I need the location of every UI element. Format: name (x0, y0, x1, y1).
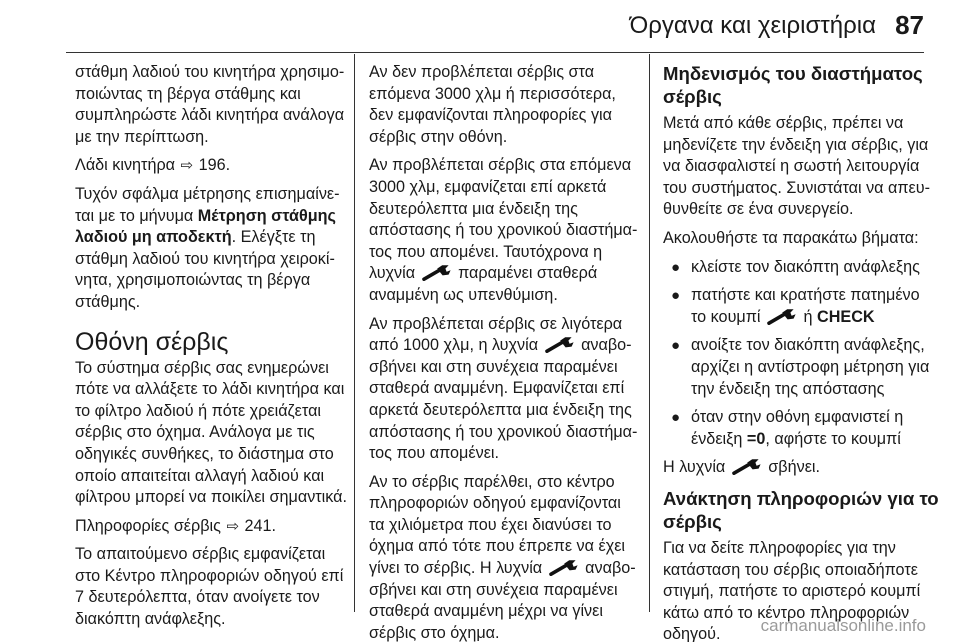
bullet-icon: ● (671, 409, 681, 427)
list-item: ● ανοίξτε τον διακόπτη ανάφλεξης, αρχίζει η αντίστροφη μέτρηση για την ένδειξη της απόστασης (671, 336, 930, 398)
message-text: λαδιού μη αποδεκτή (75, 228, 232, 247)
wrench-icon (767, 308, 797, 325)
text-line: Το σύστημα σέρβις σας ενημερώνει (75, 358, 329, 377)
text-line: οδηγικές συνθήκες, το διάστημα στο (75, 444, 334, 463)
text-line: Το απαιτούμενο σέρβις εμφανίζεται (75, 545, 326, 564)
watermark: carmanualsonline.info (760, 616, 926, 635)
text-line: να διασφαλιστεί η σωστή λειτουργία (663, 157, 920, 176)
list-item: ● όταν στην οθόνη εμφανιστεί η ένδειξη =0, αφήστε το κουμπί (671, 408, 904, 448)
text-line: τος που απομένει. Ταυτόχρονα η (369, 242, 603, 261)
text-line: Αν προβλέπεται σέρβις στα επόμενα (369, 156, 632, 175)
message-text: Μέτρηση στάθμης (197, 206, 336, 225)
wrench-icon (732, 458, 762, 475)
text-line: 3000 χλμ, εμφανίζεται επί αρκετά (369, 177, 607, 196)
page-header (0, 0, 960, 52)
text-line: Αν το σέρβις παρέλθει, στο κέντρο (369, 472, 615, 491)
text-line: τα χιλιόμετρα που έχει διανύσει το (369, 515, 612, 534)
check-button-label: CHECK (817, 307, 875, 326)
column-left (75, 62, 348, 631)
text-line: θυνθείτε σε ένα συνεργείο. (663, 200, 854, 219)
paragraph (663, 113, 933, 221)
paragraph (369, 155, 639, 306)
text-line: δευτερόλεπτα μια ένδειξη της (369, 199, 578, 218)
wrench-icon (549, 559, 579, 576)
wrench-icon (545, 336, 575, 353)
text-line: αναμμένη ως υπενθύμιση. (369, 285, 558, 304)
bullet-icon: ● (671, 287, 681, 305)
page-number: 87 (895, 10, 924, 40)
subsection-heading: Ανάκτηση πληροφοριών για το σέρβις (663, 487, 939, 532)
paragraph (75, 544, 345, 630)
text-line: σέρβις στην οθόνη. (369, 127, 508, 146)
text-line: οδηγού. (663, 625, 721, 642)
text-line: κάτω από το κέντρο πληροφοριών (663, 603, 910, 622)
paragraph: Η λυχνία σβήνει. (663, 458, 821, 477)
paragraph (369, 314, 639, 465)
text-line: σταθερά αναμμένη. Εμφανίζεται επί (369, 379, 625, 398)
section-title: Όργανα και χειριστήρια (629, 12, 876, 39)
text-line: συμπληρώστε λάδι κινητήρα ανάλογα (75, 106, 345, 125)
text-line: στάθμης. (75, 292, 141, 311)
text-line: φίλτρου μπορεί να ποικίλει σημαντικά. (75, 488, 348, 507)
column-right (663, 62, 939, 642)
text-line: κατάσταση του σέρβις οποιαδήποτε (663, 560, 918, 579)
paragraph: Ακολουθήστε τα παρακάτω βήματα: (663, 228, 919, 247)
text-line: διακόπτη ανάφλεξης. (75, 610, 226, 629)
text-line: μηδενίζετε την ένδειξη για σέρβις, για (663, 135, 929, 154)
text-line: όχημα από τότε που έπρεπε να έχει (369, 537, 626, 556)
column-middle (369, 62, 639, 642)
text-line: λυχνία παραμένει σταθερά (369, 264, 598, 283)
text-line: οποίο απαιτείται αλλαγή λαδιού και (75, 466, 325, 485)
section-heading: Οθόνη σέρβις (75, 327, 229, 356)
text-line: σβήνει και στη συνέχεια παραμένει (369, 357, 618, 376)
paragraph (75, 358, 348, 509)
paragraph (75, 62, 345, 148)
text-line: σέρβις στο όχημα. Ανάλογα με τις (75, 423, 315, 442)
arrow-reference-icon: ⇨ (226, 517, 240, 535)
text-line: γίνει το σέρβις. Η λυχνία αναβο- (369, 559, 636, 578)
text-line: πότε να αλλάξετε το λάδι κινητήρα και (75, 380, 345, 399)
text-line: επόμενα 3000 χλμ ή περισσότερα, (369, 84, 616, 103)
subsection-heading: Μηδενισμός του διαστήματος σέρβις (663, 63, 923, 107)
bullet-icon: ● (671, 258, 681, 276)
text-line: πληροφοριών οδηγού εμφανίζονται (369, 494, 621, 513)
paragraph (75, 184, 345, 314)
text-line: σέρβις στο όχημα. (369, 623, 500, 642)
text-line: στιγμή, πατήστε το αριστερό κουμπί (663, 582, 921, 601)
text-line: ποιώντας τη βέργα στάθμης και (75, 84, 301, 103)
text-line: Αν προβλέπεται σέρβις σε λιγότερα (369, 314, 623, 333)
text-line: δεν εμφανίζονται πληροφορίες για (369, 106, 613, 125)
paragraph (369, 472, 639, 642)
text-line: με την περίπτωση. (75, 127, 209, 146)
list-item: ● κλείστε τον διακόπτη ανάφλεξης (663, 257, 933, 279)
paragraph (369, 62, 639, 148)
column-divider (649, 54, 650, 612)
text-line: απόστασης ή του χρονικού διαστήμα- (369, 422, 638, 441)
text-line: Αν δεν προβλέπεται σέρβις στα (369, 63, 595, 81)
text-line: αρκετά δευτερόλεπτα μια ένδειξη της (369, 400, 632, 419)
steps-list (663, 257, 933, 451)
text-line: ται με το μήνυμα Μέτρηση στάθμης (75, 206, 336, 225)
text-line: σταθερά αναμμένη μέχρι να γίνει (369, 602, 603, 621)
text-line: στάθμη λαδιού του κινητήρα χρησιμο- (75, 63, 345, 81)
text-line: τος που απομένει. (369, 444, 500, 463)
arrow-reference-icon: ⇨ (180, 157, 194, 175)
text-line: Για να δείτε πληροφορίες για την (663, 538, 896, 557)
list-item: ● πατήστε και κρατήστε πατημένο το κουμπί ή CHECK (671, 286, 920, 326)
text-line: από 1000 χλμ, η λυχνία αναβο- (369, 336, 632, 355)
text-line: απόστασης ή του χρονικού διαστήμα- (369, 221, 638, 240)
text-line: του συστήματος. Συνιστάται να απευ- (663, 178, 931, 197)
header-rule (66, 52, 924, 53)
cross-reference[interactable]: Πληροφορίες σέρβις ⇨ 241. (75, 516, 345, 538)
text-line: λαδιού μη αποδεκτή. Ελέγξτε τη (75, 228, 316, 247)
display-value: =0 (746, 429, 766, 448)
text-line: Μετά από κάθε σέρβις, πρέπει να (663, 114, 904, 132)
text-line: το φίλτρο λαδιού ή πότε χρειάζεται (75, 401, 322, 420)
text-line: Τυχόν σφάλμα μέτρησης επισημαίνε- (75, 184, 340, 203)
text-line: σβήνει και στη συνέχεια παραμένει (369, 580, 618, 599)
text-line: 7 δευτερόλεπτα, όταν ανοίγετε τον (75, 588, 320, 607)
text-line: νητα, χρησιμοποιώντας τη βέργα (75, 271, 311, 290)
text-line: στο Κέντρο πληροφοριών οδηγού επί (75, 566, 344, 585)
bullet-icon: ● (671, 337, 681, 355)
wrench-icon (422, 264, 452, 281)
cross-reference[interactable]: Λάδι κινητήρα ⇨ 196. (75, 155, 345, 177)
column-divider (354, 54, 355, 612)
text-line: στάθμη λαδιού του κινητήρα χειροκί- (75, 249, 335, 268)
